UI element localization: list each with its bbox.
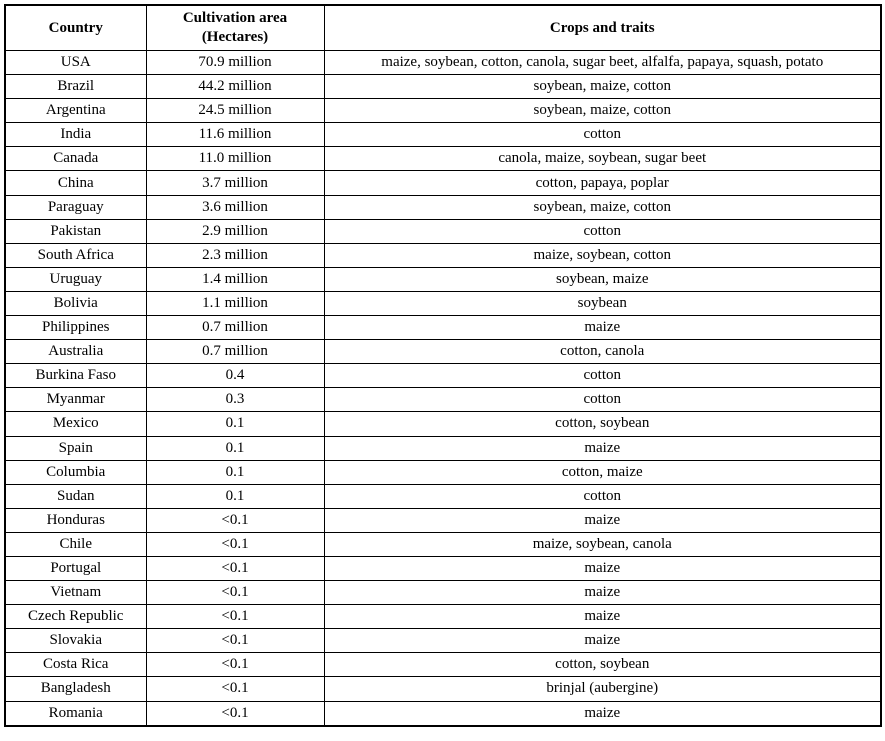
cell-crops-and-traits: soybean, maize, cotton bbox=[324, 75, 881, 99]
cell-crops-and-traits: soybean, maize bbox=[324, 267, 881, 291]
table-row bbox=[5, 219, 881, 243]
cell-cultivation-area: 0.1 bbox=[146, 436, 324, 460]
table-row bbox=[5, 99, 881, 123]
cell-cultivation-area: 3.6 million bbox=[146, 195, 324, 219]
cell-cultivation-area: <0.1 bbox=[146, 653, 324, 677]
cell-cultivation-area: 0.7 million bbox=[146, 340, 324, 364]
cell-cultivation-area: 1.4 million bbox=[146, 267, 324, 291]
table-row bbox=[5, 267, 881, 291]
cell-country: Portugal bbox=[5, 556, 146, 580]
table-row bbox=[5, 316, 881, 340]
table-row bbox=[5, 340, 881, 364]
cell-country: Bolivia bbox=[5, 291, 146, 315]
table-header-row bbox=[5, 5, 881, 51]
column-header-country: Country bbox=[5, 5, 146, 51]
cell-cultivation-area: <0.1 bbox=[146, 701, 324, 726]
cell-cultivation-area: 1.1 million bbox=[146, 291, 324, 315]
cell-country: Canada bbox=[5, 147, 146, 171]
cell-crops-and-traits: cotton bbox=[324, 219, 881, 243]
table-row bbox=[5, 484, 881, 508]
cell-country: Philippines bbox=[5, 316, 146, 340]
table-row bbox=[5, 605, 881, 629]
cell-crops-and-traits: soybean bbox=[324, 291, 881, 315]
cell-country: Spain bbox=[5, 436, 146, 460]
table-row bbox=[5, 147, 881, 171]
cell-cultivation-area: 0.3 bbox=[146, 388, 324, 412]
cell-crops-and-traits: maize bbox=[324, 629, 881, 653]
cell-country: Honduras bbox=[5, 508, 146, 532]
cell-country: Myanmar bbox=[5, 388, 146, 412]
cell-cultivation-area: 0.1 bbox=[146, 460, 324, 484]
cell-crops-and-traits: maize bbox=[324, 556, 881, 580]
cell-crops-and-traits: cotton, soybean bbox=[324, 412, 881, 436]
cell-country: Chile bbox=[5, 532, 146, 556]
cell-country: Sudan bbox=[5, 484, 146, 508]
cell-country: Argentina bbox=[5, 99, 146, 123]
table-row bbox=[5, 291, 881, 315]
cell-cultivation-area: <0.1 bbox=[146, 532, 324, 556]
cell-crops-and-traits: maize, soybean, cotton, canola, sugar beet, alfalfa, papaya, squash, potato bbox=[324, 51, 881, 75]
cell-cultivation-area: 0.4 bbox=[146, 364, 324, 388]
table-body bbox=[5, 51, 881, 726]
cell-country: India bbox=[5, 123, 146, 147]
table-row bbox=[5, 581, 881, 605]
table-row bbox=[5, 556, 881, 580]
cell-cultivation-area: 24.5 million bbox=[146, 99, 324, 123]
cell-crops-and-traits: maize bbox=[324, 701, 881, 726]
cell-cultivation-area: <0.1 bbox=[146, 677, 324, 701]
cell-country: Bangladesh bbox=[5, 677, 146, 701]
cell-country: Burkina Faso bbox=[5, 364, 146, 388]
table-row bbox=[5, 653, 881, 677]
cell-cultivation-area: 70.9 million bbox=[146, 51, 324, 75]
cell-crops-and-traits: soybean, maize, cotton bbox=[324, 195, 881, 219]
table-row bbox=[5, 243, 881, 267]
table-row bbox=[5, 629, 881, 653]
cell-cultivation-area: <0.1 bbox=[146, 556, 324, 580]
cell-cultivation-area: 0.1 bbox=[146, 412, 324, 436]
cell-cultivation-area: 11.0 million bbox=[146, 147, 324, 171]
cell-crops-and-traits: cotton bbox=[324, 364, 881, 388]
cell-country: Columbia bbox=[5, 460, 146, 484]
crops-table bbox=[4, 4, 882, 727]
table-row bbox=[5, 123, 881, 147]
cell-crops-and-traits: maize bbox=[324, 436, 881, 460]
cell-country: Slovakia bbox=[5, 629, 146, 653]
table-row bbox=[5, 677, 881, 701]
cell-crops-and-traits: brinjal (aubergine) bbox=[324, 677, 881, 701]
cell-crops-and-traits: cotton bbox=[324, 123, 881, 147]
cell-country: Czech Republic bbox=[5, 605, 146, 629]
cell-crops-and-traits: canola, maize, soybean, sugar beet bbox=[324, 147, 881, 171]
cell-crops-and-traits: cotton, soybean bbox=[324, 653, 881, 677]
cell-cultivation-area: <0.1 bbox=[146, 605, 324, 629]
cell-country: Mexico bbox=[5, 412, 146, 436]
cell-crops-and-traits: maize, soybean, canola bbox=[324, 532, 881, 556]
table-row bbox=[5, 364, 881, 388]
column-header-cultivation-area: Cultivation area (Hectares) bbox=[146, 5, 324, 51]
cell-country: South Africa bbox=[5, 243, 146, 267]
cell-crops-and-traits: cotton bbox=[324, 388, 881, 412]
cell-crops-and-traits: maize bbox=[324, 605, 881, 629]
cell-crops-and-traits: cotton, canola bbox=[324, 340, 881, 364]
table-row bbox=[5, 51, 881, 75]
column-header-crops-and-traits: Crops and traits bbox=[324, 5, 881, 51]
cell-cultivation-area: 2.3 million bbox=[146, 243, 324, 267]
table-row bbox=[5, 701, 881, 726]
table-row bbox=[5, 75, 881, 99]
cell-crops-and-traits: maize bbox=[324, 316, 881, 340]
table-row bbox=[5, 508, 881, 532]
cell-cultivation-area: 0.7 million bbox=[146, 316, 324, 340]
cell-cultivation-area: <0.1 bbox=[146, 581, 324, 605]
cell-cultivation-area: 3.7 million bbox=[146, 171, 324, 195]
cell-country: Uruguay bbox=[5, 267, 146, 291]
cell-country: Romania bbox=[5, 701, 146, 726]
cell-cultivation-area: 11.6 million bbox=[146, 123, 324, 147]
cell-country: China bbox=[5, 171, 146, 195]
table-header bbox=[5, 5, 881, 51]
cell-cultivation-area: 2.9 million bbox=[146, 219, 324, 243]
table-row bbox=[5, 388, 881, 412]
cell-cultivation-area: 0.1 bbox=[146, 484, 324, 508]
cell-country: Vietnam bbox=[5, 581, 146, 605]
cell-crops-and-traits: maize, soybean, cotton bbox=[324, 243, 881, 267]
cell-cultivation-area: 44.2 million bbox=[146, 75, 324, 99]
cell-country: Costa Rica bbox=[5, 653, 146, 677]
cell-country: USA bbox=[5, 51, 146, 75]
table-row bbox=[5, 195, 881, 219]
cell-crops-and-traits: cotton, maize bbox=[324, 460, 881, 484]
cell-country: Paraguay bbox=[5, 195, 146, 219]
cell-crops-and-traits: maize bbox=[324, 508, 881, 532]
table-row bbox=[5, 436, 881, 460]
table-row bbox=[5, 460, 881, 484]
cell-country: Brazil bbox=[5, 75, 146, 99]
cell-crops-and-traits: cotton bbox=[324, 484, 881, 508]
table-row bbox=[5, 171, 881, 195]
cell-cultivation-area: <0.1 bbox=[146, 508, 324, 532]
cell-country: Pakistan bbox=[5, 219, 146, 243]
cell-crops-and-traits: cotton, papaya, poplar bbox=[324, 171, 881, 195]
cell-crops-and-traits: soybean, maize, cotton bbox=[324, 99, 881, 123]
cell-country: Australia bbox=[5, 340, 146, 364]
cell-cultivation-area: <0.1 bbox=[146, 629, 324, 653]
cell-crops-and-traits: maize bbox=[324, 581, 881, 605]
table-row bbox=[5, 412, 881, 436]
table-row bbox=[5, 532, 881, 556]
